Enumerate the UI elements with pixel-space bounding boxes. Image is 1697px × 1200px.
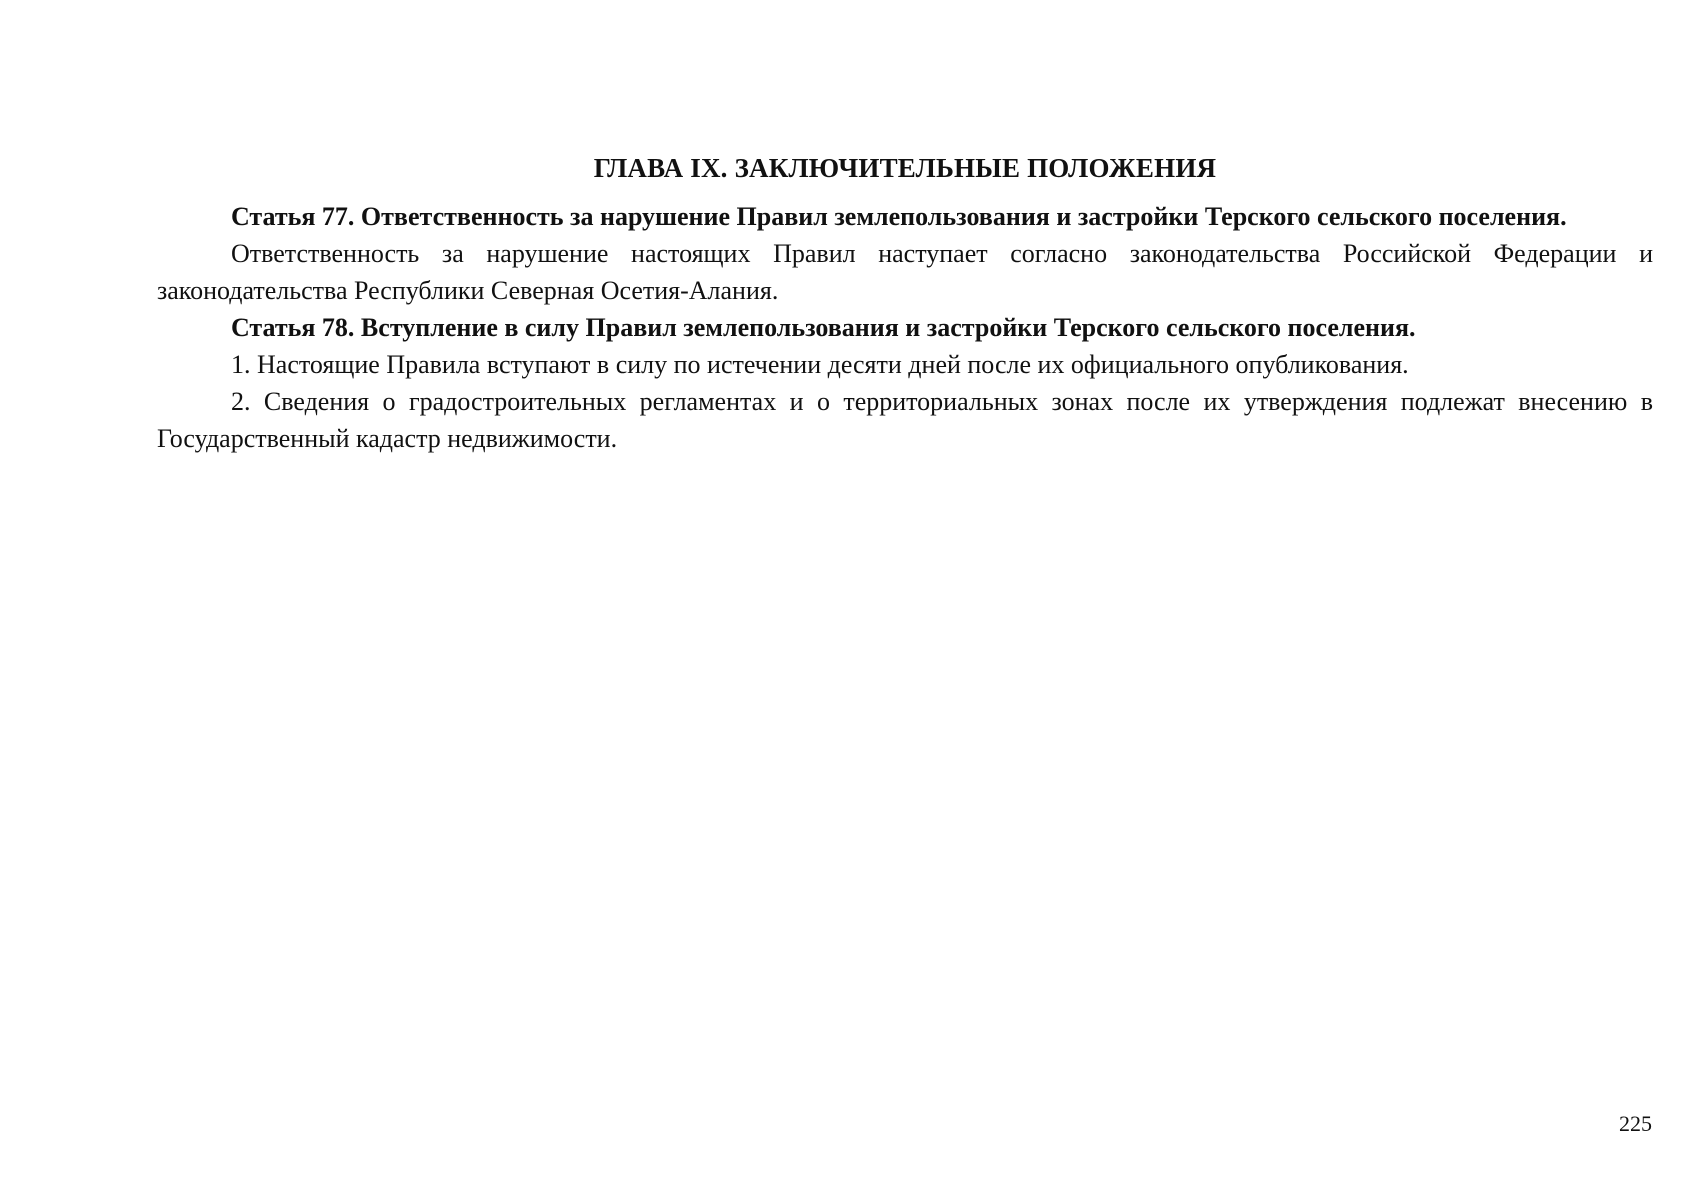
article-78-heading: Статья 78. Вступление в силу Правил землепользования и застройки Терского сельского поселения. bbox=[231, 313, 1416, 342]
document-body bbox=[157, 148, 1653, 457]
article-77-heading: Статья 77. Ответственность за нарушение Правил землепользования и застройки Терского сельского поселения. bbox=[231, 202, 1567, 231]
article-78-item-1: 1. Настоящие Правила вступают в силу по истечении десяти дней после их официального опубликования. bbox=[231, 350, 1409, 379]
article-77-text: Ответственность за нарушение настоящих Правил наступает согласно законодательства Российской Федерации и законодательства Республики Северная Осетия-Алания. bbox=[157, 239, 1653, 305]
article-78-item-2: 2. Сведения о градостроительных регламентах и о территориальных зонах после их утверждения подлежат внесению в Государственный кадастр недвижимости. bbox=[157, 387, 1653, 453]
chapter-title: ГЛАВА IX. ЗАКЛЮЧИТЕЛЬНЫЕ ПОЛОЖЕНИЯ bbox=[593, 153, 1217, 183]
page-number: 225 bbox=[1619, 1111, 1652, 1136]
